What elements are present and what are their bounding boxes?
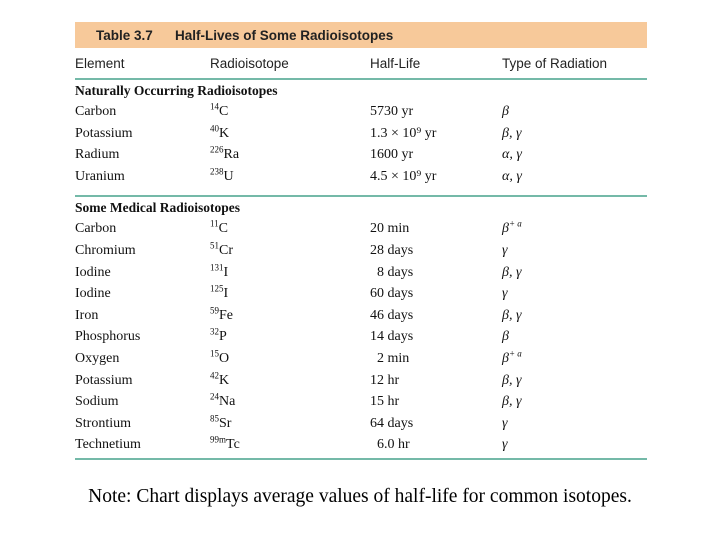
radioisotope <box>210 262 370 284</box>
half-life-value: 6.0 hr <box>370 437 410 453</box>
element-symbol: O <box>219 350 230 366</box>
half-life-value: 14 days <box>370 329 414 345</box>
half-life-value: 8 days <box>370 264 414 280</box>
radiation-symbols: β, γ <box>502 372 522 388</box>
radioisotope <box>210 240 370 262</box>
radiation-symbols: α, γ <box>502 147 522 163</box>
radiation-symbols: β, γ <box>502 394 522 410</box>
radioisotope <box>210 348 370 370</box>
table-row <box>75 305 647 327</box>
element-name: Carbon <box>75 221 117 237</box>
mass-number: 32 <box>210 326 219 337</box>
radiation-superscript: + a <box>508 348 522 359</box>
radioisotope <box>210 370 370 392</box>
element-name: Radium <box>75 147 120 163</box>
element-symbol: U <box>223 168 234 184</box>
element-symbol: I <box>223 286 229 302</box>
element-symbol: Ra <box>223 147 240 163</box>
mass-number: 131 <box>210 261 224 272</box>
table-header-row <box>75 48 647 80</box>
radiation-type <box>502 326 647 348</box>
element-name: Iodine <box>75 264 111 280</box>
half-life-value: 60 days <box>370 286 414 302</box>
mass-number: 24 <box>210 391 219 402</box>
table-row <box>75 166 647 188</box>
radiation-type <box>502 262 647 284</box>
radiation-type <box>502 370 647 392</box>
table-row <box>75 283 647 305</box>
radiation-symbols: γ <box>502 242 508 258</box>
table-row <box>75 262 647 284</box>
element-symbol: Cr <box>219 242 233 258</box>
section-title: Some Medical Radioisotopes <box>75 200 240 216</box>
element-name: Technetium <box>75 437 141 453</box>
table-row <box>75 240 647 262</box>
radiation-symbols: β, γ <box>502 125 522 141</box>
radiation-symbols: γ <box>502 437 508 453</box>
table-title: Half-Lives of Some Radioisotopes <box>175 27 394 43</box>
radiation-type <box>502 218 647 240</box>
radiation-symbols: β, γ <box>502 307 522 323</box>
radiation-type <box>502 123 647 145</box>
element-name: Sodium <box>75 394 119 410</box>
half-life-value: 12 hr <box>370 372 400 388</box>
element-symbol: C <box>219 104 229 119</box>
element-symbol: Sr <box>219 415 232 431</box>
radiation-symbols: α, γ <box>502 168 522 184</box>
radioisotope <box>210 413 370 435</box>
radiation-type <box>502 305 647 327</box>
radioisotope <box>210 391 370 413</box>
element-name: Chromium <box>75 242 136 258</box>
header-element: Element <box>75 55 125 71</box>
table-row <box>75 218 647 240</box>
half-life-value: 4.5 × 10⁹ yr <box>370 168 437 184</box>
element-name: Phosphorus <box>75 329 141 345</box>
radiation-symbols: γ <box>502 415 508 431</box>
radiation-symbols: β <box>502 221 509 237</box>
table-row <box>75 413 647 435</box>
element-name: Uranium <box>75 168 125 184</box>
radiation-type <box>502 391 647 413</box>
radiation-type <box>502 283 647 305</box>
mass-number: 14 <box>210 101 219 112</box>
mass-number: 11 <box>210 218 219 229</box>
element-symbol: C <box>218 221 229 237</box>
element-symbol: I <box>223 264 229 280</box>
element-name: Carbon <box>75 104 117 119</box>
element-name: Iodine <box>75 286 111 302</box>
half-lives-table <box>75 22 647 460</box>
radiation-type <box>502 413 647 435</box>
mass-number: 59 <box>210 305 219 316</box>
table-row <box>75 101 647 123</box>
half-life-value: 28 days <box>370 242 414 258</box>
mass-number: 226 <box>210 144 224 155</box>
table-row <box>75 391 647 413</box>
radioisotope <box>210 144 370 166</box>
element-name: Oxygen <box>75 350 120 366</box>
table-bottom-rule <box>75 458 647 460</box>
radiation-type <box>502 101 647 123</box>
section-gap <box>75 187 647 191</box>
radioisotope <box>210 218 370 240</box>
element-name: Iron <box>75 307 99 323</box>
mass-number: 15 <box>210 348 219 359</box>
mass-number: 40 <box>210 122 219 133</box>
element-symbol: K <box>219 125 230 141</box>
radiation-symbols: β <box>502 350 509 366</box>
header-radiation-type: Type of Radiation <box>502 55 608 71</box>
element-symbol: Na <box>219 394 236 410</box>
radioisotope <box>210 434 370 456</box>
radiation-superscript: + a <box>508 218 522 229</box>
half-life-value: 1600 yr <box>370 147 414 163</box>
radiation-symbols: β <box>502 104 509 119</box>
radioisotope <box>210 101 370 123</box>
mass-number: 238 <box>210 166 224 177</box>
table-row <box>75 348 647 370</box>
radiation-symbols: β <box>502 329 509 345</box>
header-half-life: Half-Life <box>370 55 421 71</box>
half-life-value: 46 days <box>370 307 414 323</box>
element-symbol: Fe <box>219 307 233 323</box>
element-symbol: K <box>219 372 230 388</box>
table-row <box>75 326 647 348</box>
radiation-type <box>502 144 647 166</box>
element-symbol: P <box>219 329 227 345</box>
half-life-value: 2 min <box>370 350 410 366</box>
table-row <box>75 370 647 392</box>
table-number: Table 3.7 <box>96 27 153 43</box>
mass-number: 125 <box>210 283 224 294</box>
table-row <box>75 434 647 456</box>
radioisotope <box>210 123 370 145</box>
radiation-symbols: γ <box>502 286 508 302</box>
half-life-value: 15 hr <box>370 394 400 410</box>
radiation-type <box>502 348 647 370</box>
footnote: Note: Chart displays average values of half-life for common isotopes. <box>88 486 632 507</box>
mass-number: 51 <box>210 240 219 251</box>
radioisotope <box>210 305 370 327</box>
radiation-symbols: β, γ <box>502 264 522 280</box>
radiation-type <box>502 166 647 188</box>
half-life-value: 1.3 × 10⁹ yr <box>370 125 437 141</box>
half-life-value: 5730 yr <box>370 104 414 119</box>
mass-number: 42 <box>210 369 219 380</box>
table-row <box>75 123 647 145</box>
mass-number: 85 <box>210 413 219 424</box>
radiation-type <box>502 434 647 456</box>
table-row <box>75 144 647 166</box>
radioisotope <box>210 283 370 305</box>
radiation-type <box>502 240 647 262</box>
mass-number: 99m <box>210 434 227 445</box>
element-name: Potassium <box>75 125 133 141</box>
radioisotope <box>210 166 370 188</box>
element-name: Strontium <box>75 415 132 431</box>
header-radioisotope: Radioisotope <box>210 55 289 71</box>
element-name: Potassium <box>75 372 133 388</box>
element-symbol: Tc <box>226 437 240 453</box>
radioisotope <box>210 326 370 348</box>
table-body <box>75 80 647 456</box>
half-life-value: 20 min <box>370 221 410 237</box>
half-life-value: 64 days <box>370 415 414 431</box>
section-title: Naturally Occurring Radioisotopes <box>75 83 278 98</box>
table-title-bar <box>75 22 647 48</box>
